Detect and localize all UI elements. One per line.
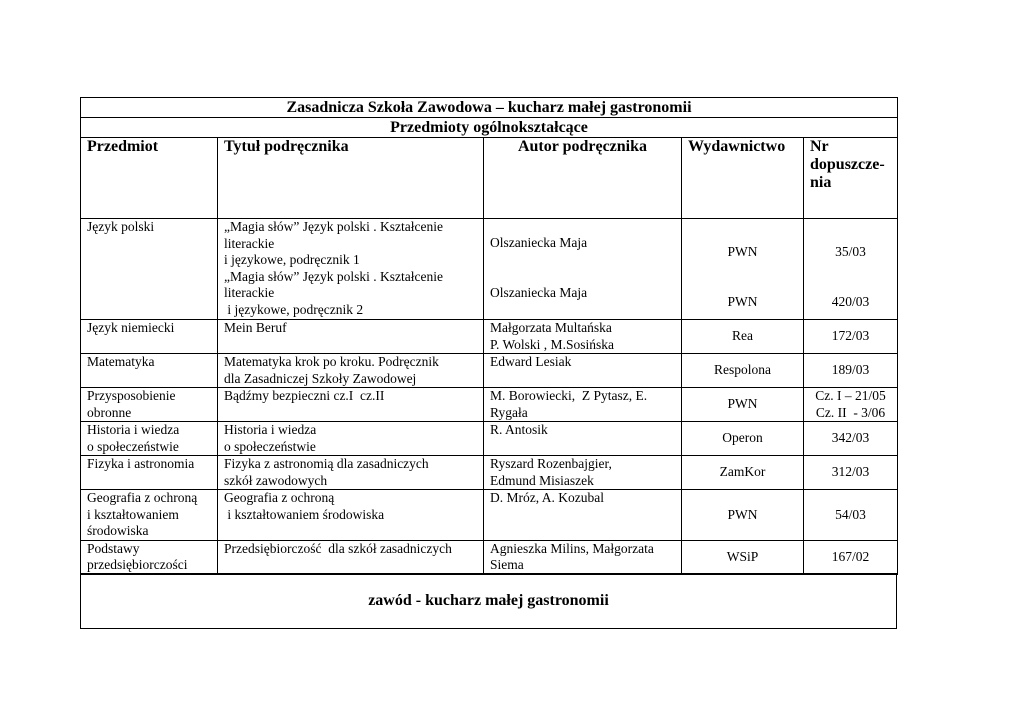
table-body (81, 219, 898, 575)
cell-publisher-line: Operon (722, 430, 763, 446)
cell-title (218, 388, 484, 422)
cell-publisher-line: ZamKor (719, 464, 766, 480)
cell-subject-line: Podstawy (87, 540, 140, 556)
cell-subject-line: środowiska (87, 523, 149, 538)
cell-title-line: Historia i wiedza (224, 422, 317, 437)
cell-author (484, 456, 682, 490)
cell-number (804, 490, 898, 541)
cell-author (484, 388, 682, 422)
cell-number-line: 420/03 (831, 293, 870, 309)
textbook-table (80, 97, 898, 575)
cell-title-line: „Magia słów” Język polski . Kształcenie (224, 268, 443, 284)
cell-number-line: 342/03 (831, 430, 870, 446)
cell-publisher (682, 422, 804, 456)
cell-subject (81, 540, 218, 574)
cell-publisher (682, 540, 804, 574)
cell-subject (81, 354, 218, 388)
cell-publisher (682, 388, 804, 422)
cell-title-line: Mein Beruf (224, 320, 287, 335)
cell-subject (81, 456, 218, 490)
cell-title-line: i językowe, podręcznik 2 (224, 301, 364, 317)
cell-title-line: Przedsiębiorczość dla szkół zasadniczych (224, 540, 452, 556)
header-publisher: Wydawnictwo (682, 138, 804, 219)
cell-publisher-line: Rea (732, 328, 753, 344)
cell-publisher-line: PWN (727, 396, 758, 412)
cell-title-line: Matematyka krok po kroku. Podręcznik (224, 354, 439, 369)
cell-author (484, 219, 682, 320)
table-row (81, 354, 898, 388)
cell-author-line: Olszaniecka Maja (490, 235, 588, 250)
cell-subject (81, 388, 218, 422)
cell-publisher-line: Respolona (714, 362, 771, 378)
cell-author-line: Ryszard Rozenbajgier, (490, 456, 612, 471)
cell-publisher (682, 456, 804, 490)
cell-subject-line: Matematyka (87, 354, 155, 369)
table-row (81, 490, 898, 541)
cell-number (804, 320, 898, 354)
cell-author (484, 422, 682, 456)
cell-number (804, 354, 898, 388)
cell-subject-line: Przysposobienie (87, 388, 176, 403)
cell-subject (81, 422, 218, 456)
cell-number (804, 540, 898, 574)
cell-number (804, 388, 898, 422)
cell-number-line: Cz. II - 3/06 (815, 404, 886, 420)
cell-title-line: Geografia z ochroną (224, 490, 335, 505)
cell-author-line: R. Antosik (490, 422, 548, 437)
cell-subject-line: Fizyka i astronomia (87, 456, 195, 471)
cell-title (218, 219, 484, 320)
table-row (81, 219, 898, 320)
cell-publisher-line: PWN (727, 506, 758, 522)
cell-number (804, 456, 898, 490)
cell-subject (81, 320, 218, 354)
cell-title-line: „Magia słów” Język polski . Kształcenie (224, 219, 443, 234)
section-title: zawód - kucharz małej gastronomii (368, 592, 609, 609)
cell-title-line: i kształtowaniem środowiska (224, 506, 385, 522)
cell-publisher (682, 320, 804, 354)
cell-title (218, 490, 484, 541)
cell-author (484, 490, 682, 541)
cell-subject-line: obronne (87, 404, 132, 420)
table-row (81, 388, 898, 422)
cell-title-line: o społeczeństwie (224, 438, 316, 454)
cell-subject (81, 490, 218, 541)
cell-publisher-line: PWN (727, 244, 758, 259)
cell-subject-line: przedsiębiorczości (87, 557, 188, 572)
cell-number-line: Cz. I – 21/05 (815, 388, 886, 403)
table-subtitle: Przedmioty ogólnokształcące (81, 118, 898, 138)
cell-number (804, 422, 898, 456)
cell-author (484, 354, 682, 388)
cell-subject-line: Geografia z ochroną (87, 490, 198, 505)
cell-number-line: 54/03 (835, 506, 866, 522)
cell-title-line: Fizyka z astronomią dla zasadniczych (224, 456, 429, 471)
cell-number-line: 189/03 (831, 362, 870, 378)
cell-publisher (682, 354, 804, 388)
cell-author-line: Rygała (490, 404, 528, 420)
cell-title (218, 320, 484, 354)
cell-title-line: dla Zasadniczej Szkoły Zawodowej (224, 370, 417, 386)
cell-title-line: literackie (224, 285, 275, 300)
cell-author-line: M. Borowiecki, Z Pytasz, E. (490, 388, 648, 403)
section-box (80, 573, 897, 629)
table-row (81, 320, 898, 354)
cell-publisher (682, 490, 804, 541)
cell-title-line: literackie (224, 235, 275, 251)
header-subject: Przedmiot (81, 138, 218, 219)
cell-author-line: Siema (490, 557, 524, 572)
header-title: Tytuł podręcznika (218, 138, 484, 219)
cell-author-line: P. Wolski , M.Sosińska (490, 336, 614, 352)
cell-publisher-line: PWN (727, 293, 758, 309)
cell-author-line: Agnieszka Milins, Małgorzata (490, 540, 654, 556)
cell-subject-line: Historia i wiedza (87, 422, 180, 437)
cell-title-line: szkół zawodowych (224, 472, 328, 488)
cell-title-line: i językowe, podręcznik 1 (224, 252, 360, 267)
table-row (81, 422, 898, 456)
cell-number (804, 219, 898, 320)
cell-publisher-line: WSiP (726, 548, 759, 564)
cell-author (484, 320, 682, 354)
header-author: Autor podręcznika (484, 138, 682, 219)
header-number: Nr dopuszcze-nia (804, 138, 898, 219)
table-row (81, 540, 898, 574)
cell-subject-line: o społeczeństwie (87, 438, 179, 454)
cell-title (218, 456, 484, 490)
cell-author-line: Olszaniecka Maja (490, 284, 588, 300)
cell-number-line: 172/03 (831, 328, 870, 344)
cell-author-line: Edmund Misiaszek (490, 472, 594, 488)
cell-number-line: 35/03 (835, 244, 866, 259)
cell-title (218, 540, 484, 574)
cell-number-line: 312/03 (831, 464, 870, 480)
cell-subject-line: i kształtowaniem (87, 506, 179, 522)
cell-title (218, 422, 484, 456)
cell-author-line: D. Mróz, A. Kozubal (490, 490, 604, 505)
cell-subject (81, 219, 218, 320)
table-title: Zasadnicza Szkoła Zawodowa – kucharz małej gastronomii (81, 98, 898, 118)
cell-number-line: 167/02 (831, 548, 870, 564)
cell-author-line: Edward Lesiak (490, 354, 572, 369)
cell-title-line: Bądźmy bezpieczni cz.I cz.II (224, 388, 385, 403)
cell-author (484, 540, 682, 574)
cell-publisher (682, 219, 804, 320)
cell-author-line: Małgorzata Multańska (490, 320, 612, 335)
table-row (81, 456, 898, 490)
cell-subject-line: Język niemiecki (87, 320, 175, 335)
cell-subject-line: Język polski (87, 219, 155, 234)
cell-title (218, 354, 484, 388)
